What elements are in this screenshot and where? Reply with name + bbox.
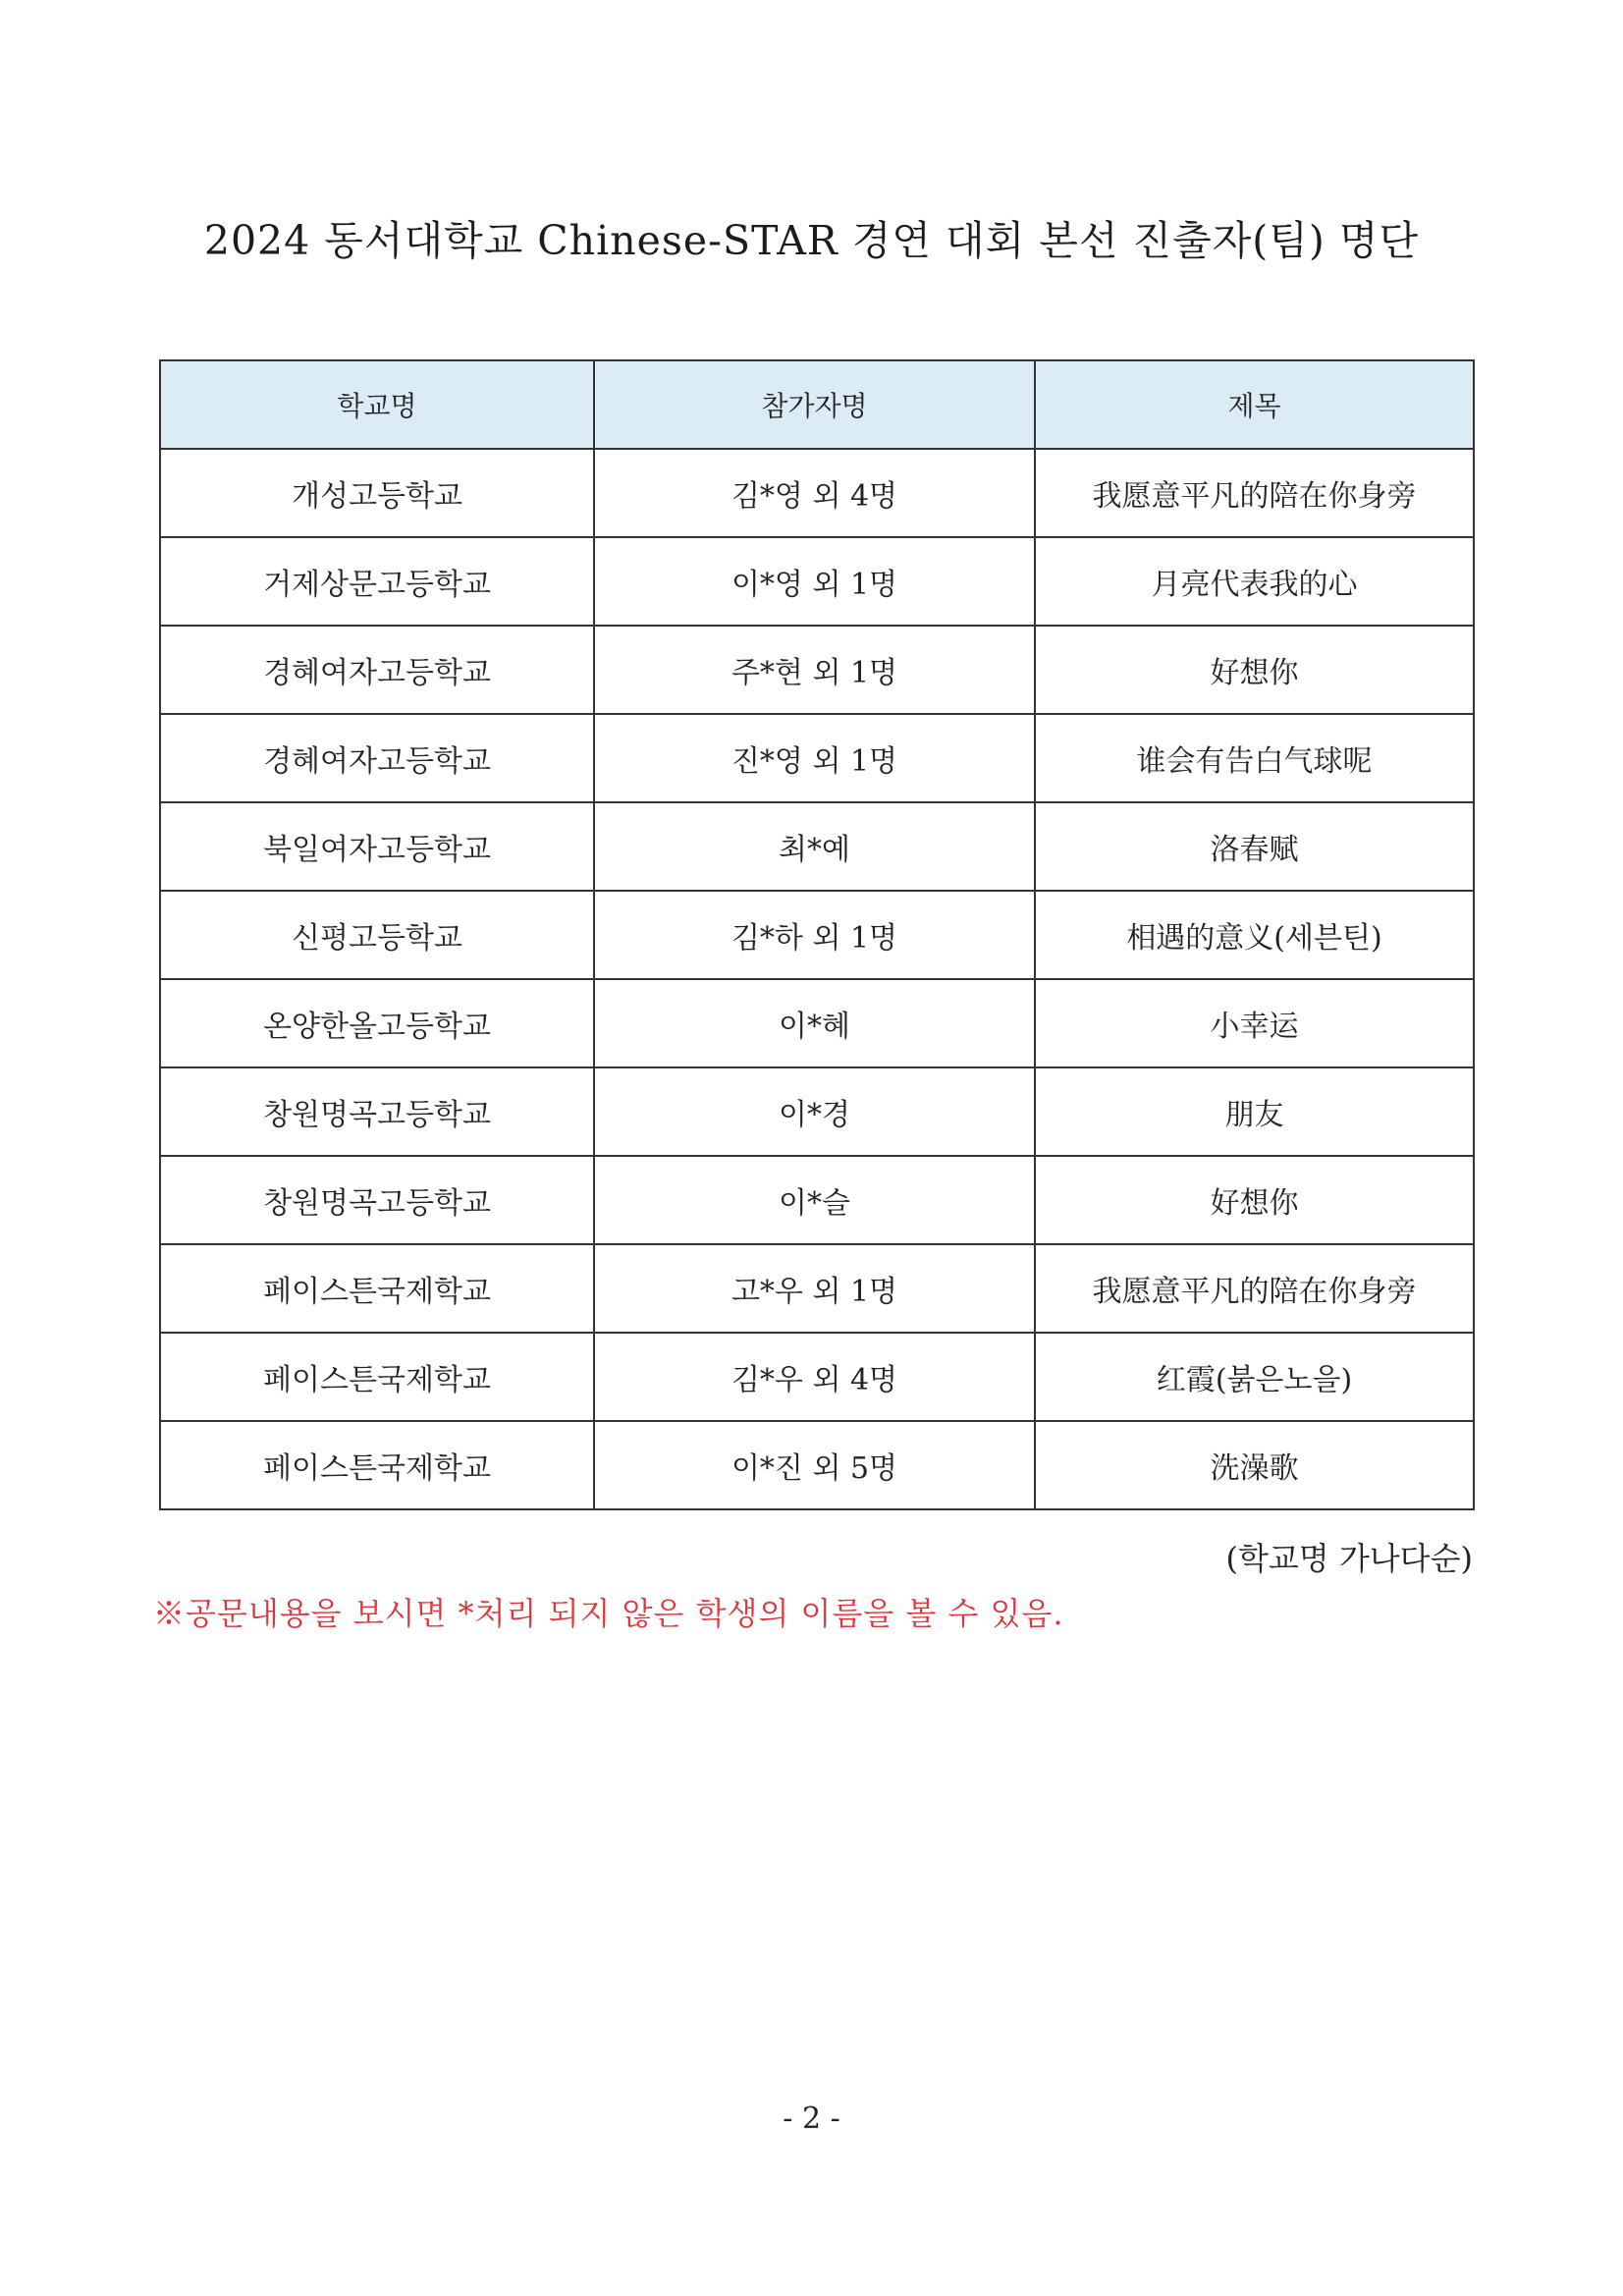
participant-cell: 이*진 외 5명 bbox=[594, 1421, 1035, 1509]
song-title-cell: 洗澡歌 bbox=[1035, 1421, 1474, 1509]
song-title-cell: 月亮代表我的心 bbox=[1035, 537, 1474, 626]
song-title-cell: 朋友 bbox=[1035, 1067, 1474, 1156]
participant-cell: 김*영 외 4명 bbox=[594, 449, 1035, 537]
song-title-cell: 我愿意平凡的陪在你身旁 bbox=[1035, 449, 1474, 537]
school-cell: 창원명곡고등학교 bbox=[160, 1156, 594, 1244]
participant-cell: 이*경 bbox=[594, 1067, 1035, 1156]
participant-cell: 고*우 외 1명 bbox=[594, 1244, 1035, 1333]
privacy-note: ※공문내용을 보시면 *처리 되지 않은 학생의 이름을 볼 수 있음. bbox=[153, 1595, 1064, 1632]
participant-cell: 이*혜 bbox=[594, 979, 1035, 1067]
participant-cell: 진*영 외 1명 bbox=[594, 714, 1035, 802]
song-title-cell: 洛春赋 bbox=[1035, 802, 1474, 891]
song-title-cell: 红霞(붉은노을) bbox=[1035, 1333, 1474, 1421]
participant-cell: 김*우 외 4명 bbox=[594, 1333, 1035, 1421]
table-row bbox=[160, 802, 1474, 891]
song-title-cell: 小幸运 bbox=[1035, 979, 1474, 1067]
song-title-cell: 相遇的意义(세븐틴) bbox=[1035, 891, 1474, 979]
table-row bbox=[160, 979, 1474, 1067]
table-row bbox=[160, 626, 1474, 714]
school-cell: 페이스튼국제학교 bbox=[160, 1244, 594, 1333]
header-participant: 참가자명 bbox=[594, 360, 1035, 449]
song-title-cell: 好想你 bbox=[1035, 1156, 1474, 1244]
school-cell: 개성고등학교 bbox=[160, 449, 594, 537]
table-row bbox=[160, 1333, 1474, 1421]
song-title-cell: 好想你 bbox=[1035, 626, 1474, 714]
school-cell: 페이스튼국제학교 bbox=[160, 1421, 594, 1509]
page-number: - 2 - bbox=[783, 2102, 840, 2136]
table-row bbox=[160, 891, 1474, 979]
participant-cell: 김*하 외 1명 bbox=[594, 891, 1035, 979]
participant-cell: 최*예 bbox=[594, 802, 1035, 891]
table-row bbox=[160, 1421, 1474, 1509]
school-cell: 페이스튼국제학교 bbox=[160, 1333, 594, 1421]
song-title-cell: 我愿意平凡的陪在你身旁 bbox=[1035, 1244, 1474, 1333]
document-title: 2024 동서대학교 Chinese-STAR 경연 대회 본선 진출자(팀) 명단 bbox=[203, 217, 1420, 264]
school-cell: 북일여자고등학교 bbox=[160, 802, 594, 891]
table-header-row bbox=[160, 360, 1474, 449]
sort-order-note: (학교명 가나다순) bbox=[1225, 1540, 1473, 1577]
school-cell: 온양한올고등학교 bbox=[160, 979, 594, 1067]
participant-cell: 이*슬 bbox=[594, 1156, 1035, 1244]
table-row bbox=[160, 1067, 1474, 1156]
table-row bbox=[160, 1244, 1474, 1333]
table-row bbox=[160, 714, 1474, 802]
table-row bbox=[160, 537, 1474, 626]
song-title-cell: 谁会有告白气球呢 bbox=[1035, 714, 1474, 802]
table-row bbox=[160, 1156, 1474, 1244]
school-cell: 신평고등학교 bbox=[160, 891, 594, 979]
school-cell: 경혜여자고등학교 bbox=[160, 714, 594, 802]
table-row bbox=[160, 449, 1474, 537]
school-cell: 거제상문고등학교 bbox=[160, 537, 594, 626]
school-cell: 창원명곡고등학교 bbox=[160, 1067, 594, 1156]
header-song-title: 제목 bbox=[1035, 360, 1474, 449]
header-school: 학교명 bbox=[160, 360, 594, 449]
participant-cell: 주*현 외 1명 bbox=[594, 626, 1035, 714]
school-cell: 경혜여자고등학교 bbox=[160, 626, 594, 714]
finalists-table bbox=[159, 359, 1475, 1510]
participant-cell: 이*영 외 1명 bbox=[594, 537, 1035, 626]
